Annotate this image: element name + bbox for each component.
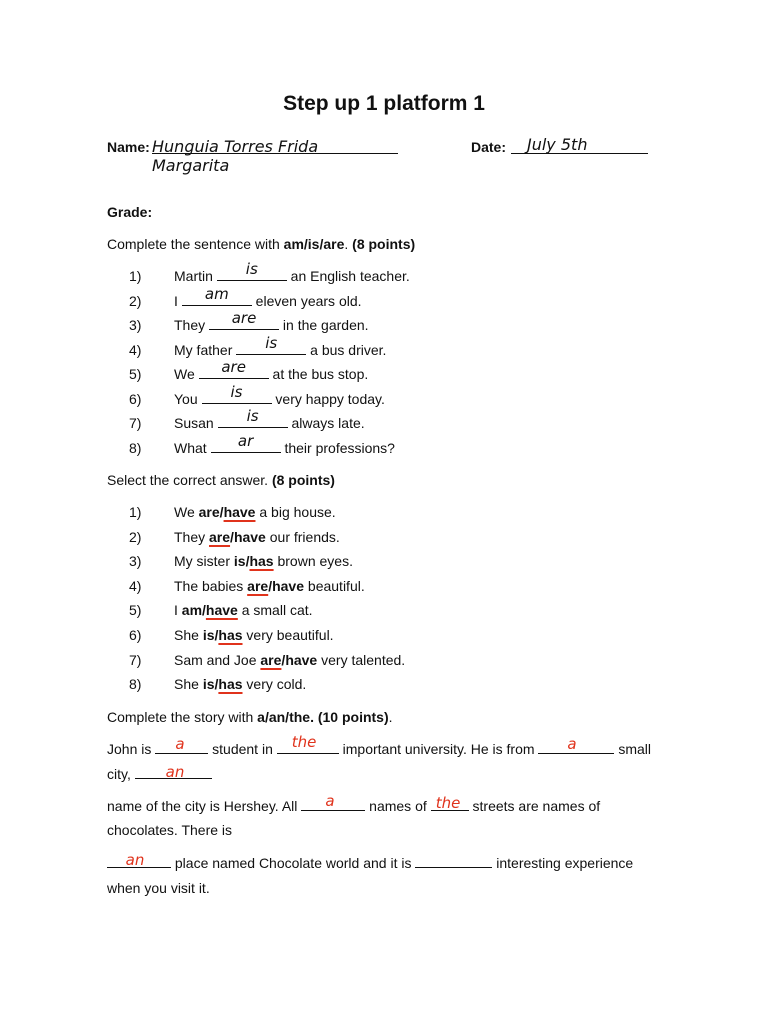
story-line-2: city, [107, 766, 212, 782]
item-suffix: their professions? [280, 439, 395, 456]
option-1[interactable]: is [233, 553, 246, 570]
exercise2-item [129, 529, 340, 545]
option-separator: / [245, 553, 250, 570]
handwritten-answer: are [221, 358, 246, 376]
item-number: 8) [129, 439, 142, 456]
item-number: 7) [129, 415, 142, 431]
item-number: 4) [129, 577, 142, 594]
option-2[interactable]: has [218, 627, 243, 643]
item-prefix: Sam and Joe [174, 651, 261, 668]
option-2[interactable]: has [249, 553, 274, 570]
answer-blank[interactable] [236, 333, 306, 355]
item-number: 5) [129, 366, 142, 382]
section3-instructions: Complete the story with a/an/the. (10 points). [107, 709, 393, 725]
exercise1-item [129, 431, 395, 456]
option-1[interactable]: is [202, 676, 215, 693]
item-number: 6) [129, 627, 142, 643]
option-separator: / [214, 627, 219, 643]
date-label: Date: [471, 139, 507, 155]
option-1[interactable]: are [247, 577, 269, 594]
answer-blank[interactable] [182, 284, 252, 306]
item-number: 1) [129, 504, 142, 520]
answer-blank[interactable] [211, 431, 281, 453]
item-suffix: a small cat. [237, 602, 313, 619]
item-number: 2) [129, 292, 142, 309]
handwritten-answer: ar [237, 431, 254, 450]
grade-label: Grade: [107, 204, 153, 220]
handwritten-answer: is [230, 382, 243, 401]
item-number: 6) [129, 390, 142, 407]
option-2[interactable]: have [223, 504, 256, 520]
exercise1-item [129, 309, 369, 333]
item-prefix: You [174, 390, 202, 407]
item-prefix: Martin [174, 268, 217, 284]
option-1[interactable]: are [198, 504, 220, 520]
handwritten-answer: are [231, 309, 257, 327]
story-line-6: when you visit it. [107, 880, 210, 896]
item-prefix: What [174, 439, 211, 456]
item-prefix: I [174, 602, 182, 619]
option-2[interactable]: have [272, 577, 305, 594]
handwritten-answer: is [265, 333, 278, 352]
item-suffix: an English teacher. [286, 268, 410, 284]
option-1[interactable]: am [181, 602, 203, 619]
story-answer-4[interactable]: an [165, 763, 185, 781]
handwritten-answer: is [246, 407, 259, 425]
answer-blank[interactable] [209, 309, 279, 330]
story-line-1: John is student in important university. He is from small [107, 741, 651, 757]
story-line-5: place named Chocolate world and it is interesting experience [107, 855, 633, 871]
item-suffix: very happy today. [271, 390, 385, 407]
exercise2-item [129, 504, 336, 520]
exercise2-item [129, 652, 405, 668]
story-answer-7[interactable]: an [125, 851, 145, 869]
item-prefix: My sister [174, 553, 234, 570]
option-separator: / [214, 676, 219, 693]
item-suffix: very cold. [242, 676, 307, 693]
option-separator: / [281, 651, 286, 668]
item-prefix: We [174, 366, 199, 382]
item-suffix: a big house. [255, 504, 336, 520]
exercise1-item [129, 382, 385, 407]
item-prefix: She [174, 676, 203, 693]
option-separator: / [268, 577, 273, 594]
answer-blank[interactable] [218, 407, 288, 428]
exercise1-item [129, 333, 387, 358]
option-1[interactable]: are [209, 528, 231, 545]
exercise1-item [129, 260, 410, 284]
item-suffix: brown eyes. [273, 553, 353, 570]
item-prefix: She [174, 627, 203, 643]
story-line-4: chocolates. There is [107, 822, 233, 838]
item-number: 5) [129, 602, 142, 619]
exercise2-item [129, 578, 365, 594]
handwritten-answer: am [204, 284, 229, 303]
item-number: 2) [129, 528, 142, 545]
exercise2-item [129, 676, 306, 692]
answer-blank[interactable] [199, 358, 269, 379]
item-prefix: My father [174, 341, 237, 358]
option-2[interactable]: have [205, 602, 238, 619]
item-prefix: They [174, 317, 210, 333]
exercise1-item [129, 358, 369, 382]
story-answer-1[interactable]: a [175, 735, 185, 753]
option-2[interactable]: have [233, 528, 266, 545]
name-value[interactable]: Hunguia Torres Frida Margarita [152, 137, 319, 175]
item-number: 7) [129, 651, 142, 668]
option-separator: / [230, 528, 234, 545]
page-title: Step up 1 platform 1 [283, 92, 485, 115]
answer-blank[interactable] [202, 382, 272, 404]
item-suffix: a bus driver. [306, 341, 387, 358]
item-suffix: our friends. [265, 528, 340, 545]
item-prefix: The babies [174, 577, 248, 594]
section2-instructions: Select the correct answer. (8 points) [107, 472, 335, 488]
option-1[interactable]: is [202, 627, 215, 643]
item-suffix: beautiful. [304, 577, 365, 594]
exercise2-item [129, 602, 313, 618]
item-number: 1) [129, 268, 142, 284]
item-number: 3) [129, 553, 142, 570]
item-prefix: Susan [174, 415, 218, 431]
story-answer-3[interactable]: a [567, 735, 577, 753]
item-suffix: in the garden. [279, 317, 369, 333]
exercise1-item [129, 407, 365, 431]
item-prefix: I [174, 292, 182, 309]
option-2[interactable]: have [285, 651, 318, 668]
option-separator: / [202, 602, 206, 619]
exercise2-item [129, 553, 353, 569]
option-2[interactable]: has [218, 676, 243, 693]
exercise1-item [129, 284, 362, 309]
item-suffix: always late. [287, 415, 365, 431]
item-prefix: We [174, 504, 199, 520]
option-1[interactable]: are [260, 651, 282, 668]
story-answer-6[interactable]: the [435, 794, 461, 812]
name-label: Name: [107, 139, 150, 155]
item-number: 8) [129, 676, 142, 693]
item-suffix: very talented. [317, 651, 406, 668]
item-number: 4) [129, 341, 142, 358]
story-answer-2[interactable]: the [291, 733, 317, 751]
story-answer-5[interactable]: a [325, 792, 335, 810]
item-suffix: at the bus stop. [268, 366, 369, 382]
option-separator: / [219, 504, 224, 520]
section1-instructions: Complete the sentence with am/is/are. (8 points) [107, 236, 416, 252]
story-line-3: name of the city is Hershey. All names of streets are names of [107, 798, 601, 814]
item-number: 3) [129, 317, 142, 333]
handwritten-answer: is [245, 260, 258, 278]
item-prefix: They [174, 528, 210, 545]
exercise2-item [129, 627, 334, 643]
item-suffix: very beautiful. [242, 627, 334, 643]
item-suffix: eleven years old. [251, 292, 362, 309]
answer-blank[interactable] [217, 260, 287, 281]
date-value[interactable]: July 5th [527, 135, 588, 154]
